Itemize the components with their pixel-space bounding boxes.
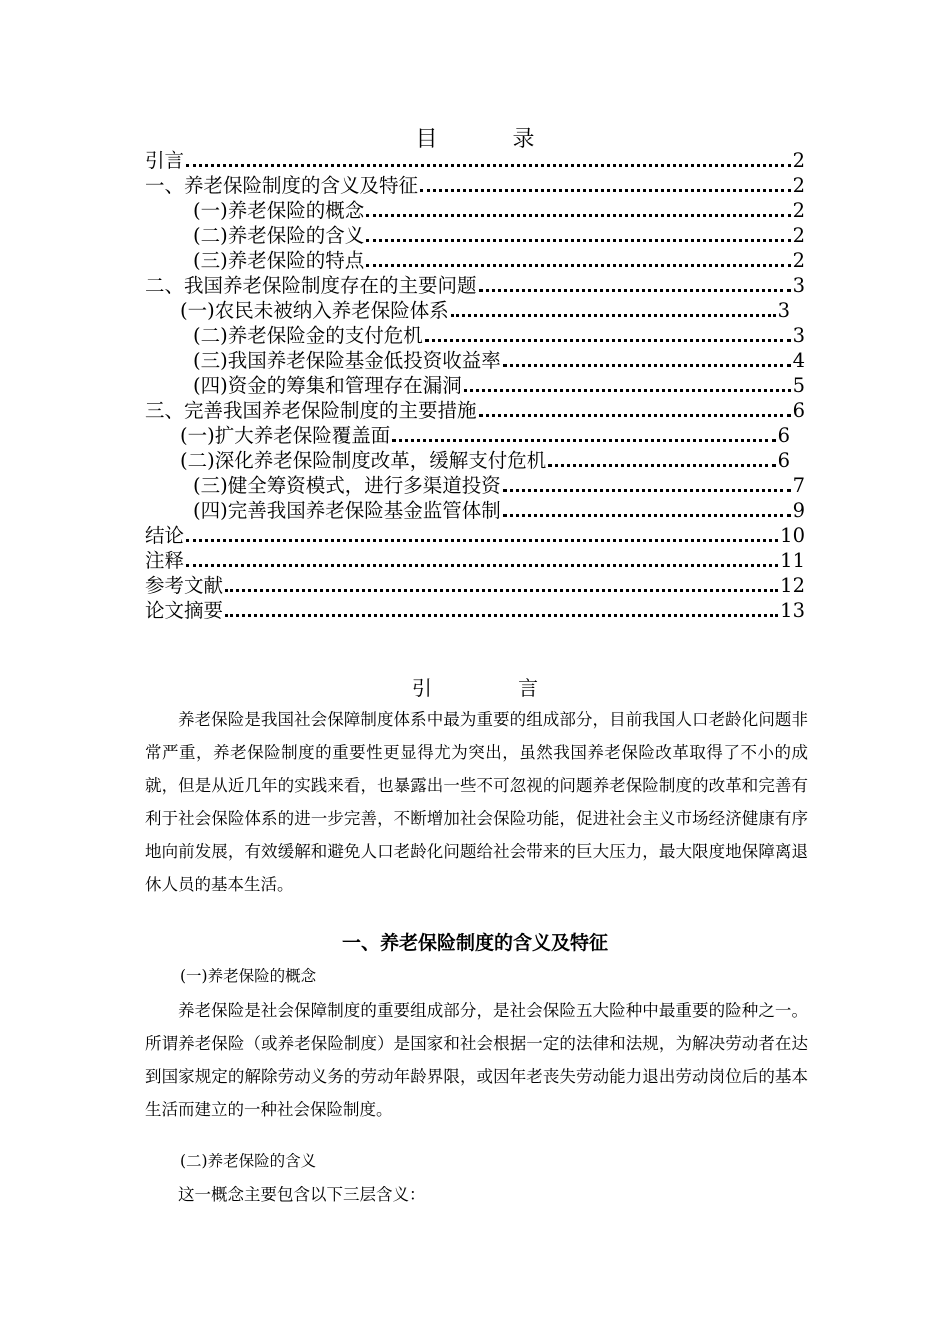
intro-body bbox=[145, 703, 808, 901]
toc-entry-text: 引言 bbox=[145, 149, 185, 172]
toc-entry-page: 12 bbox=[780, 574, 805, 597]
toc-entry-text: (三)养老保险的特点 bbox=[193, 249, 365, 272]
toc-entry-text: 注释 bbox=[145, 549, 185, 572]
toc-entry[interactable] bbox=[145, 148, 805, 173]
toc-entry-text: (二)深化养老保险制度改革，缓解支付危机 bbox=[180, 449, 547, 472]
toc-entry-text: (一)扩大养老保险覆盖面 bbox=[180, 424, 391, 447]
toc-entry-page: 7 bbox=[792, 474, 805, 497]
toc-entry-page: 5 bbox=[792, 374, 805, 397]
toc-entry-page: 6 bbox=[792, 399, 805, 422]
toc-entry-page: 4 bbox=[792, 349, 805, 372]
toc-entry-page: 9 bbox=[792, 499, 805, 522]
section-heading: 一、养老保险制度的含义及特征 bbox=[341, 932, 608, 954]
toc-entry[interactable] bbox=[193, 223, 805, 248]
section-body bbox=[145, 1178, 808, 1211]
toc-entry-text: 参考文献 bbox=[145, 574, 224, 597]
toc-entry-page: 6 bbox=[777, 449, 790, 472]
toc-entry-page: 2 bbox=[792, 149, 805, 172]
toc-entry-page: 10 bbox=[780, 524, 805, 547]
toc-entry-page: 2 bbox=[792, 174, 805, 197]
subsection-heading: (二)养老保险的含义 bbox=[180, 1152, 317, 1170]
toc-entry-text: (四)资金的筹集和管理存在漏洞 bbox=[193, 374, 462, 397]
toc-entry-text: 论文摘要 bbox=[145, 599, 224, 622]
section-body bbox=[145, 994, 808, 1126]
toc-entry-text: 一、养老保险制度的含义及特征 bbox=[145, 174, 419, 197]
toc-entry[interactable] bbox=[145, 548, 805, 573]
subsection-heading: (一)养老保险的概念 bbox=[180, 967, 317, 985]
toc-entry-page: 2 bbox=[792, 224, 805, 247]
toc-entry-text: (二)养老保险金的支付危机 bbox=[193, 324, 423, 347]
intro-title: 引 言 bbox=[411, 676, 579, 700]
toc-entry-page: 6 bbox=[777, 424, 790, 447]
toc-entry-page: 3 bbox=[792, 274, 805, 297]
toc-entry-text: (一)养老保险的概念 bbox=[193, 199, 365, 222]
toc-entry[interactable] bbox=[145, 598, 805, 623]
toc-entry[interactable] bbox=[193, 198, 805, 223]
toc-entry[interactable] bbox=[193, 348, 805, 373]
intro-paragraph: 养老保险是我国社会保障制度体系中最为重要的组成部分，目前我国人口老龄化问题非常严重，养老保险制度的重要性更显得尤为突出，虽然我国养老保险改革取得了不小的成就，但是从近几年的实践来看，也暴露出一些不可忽视的问题养老保险制度的改革和完善有利于社会保险体系的进一步完善，不断增加社会保险功能，促进社会主义市场经济健康有序地向前发展，有效缓解和避免人口老龄化问题给社会带来的巨大压力，最大限度地保障离退休人员的基本生活。 bbox=[145, 710, 808, 894]
toc-entry[interactable] bbox=[193, 248, 805, 273]
toc-entry[interactable] bbox=[193, 498, 805, 523]
toc-entry-page: 3 bbox=[777, 299, 790, 322]
toc-entry[interactable] bbox=[180, 448, 790, 473]
toc-entry-page: 2 bbox=[792, 249, 805, 272]
toc-entry[interactable] bbox=[180, 298, 790, 323]
toc-entry[interactable] bbox=[145, 573, 805, 598]
toc-entry-page: 13 bbox=[780, 599, 805, 622]
toc-entry-text: (一)农民未被纳入养老保险体系 bbox=[180, 299, 449, 322]
toc-entry[interactable] bbox=[145, 273, 805, 298]
toc-entry[interactable] bbox=[193, 473, 805, 498]
toc-entry-text: 三、完善我国养老保险制度的主要措施 bbox=[145, 399, 477, 422]
toc-entry-text: (三)健全筹资模式，进行多渠道投资 bbox=[193, 474, 501, 497]
toc-entry[interactable] bbox=[180, 423, 790, 448]
toc-entry-page: 2 bbox=[792, 199, 805, 222]
toc-entry-text: 结论 bbox=[145, 524, 185, 547]
toc-title: 目 录 bbox=[415, 127, 569, 152]
toc-entry-text: (三)我国养老保险基金低投资收益率 bbox=[193, 349, 501, 372]
toc-entry-text: 二、我国养老保险制度存在的主要问题 bbox=[145, 274, 477, 297]
toc-entry-text: (二)养老保险的含义 bbox=[193, 224, 365, 247]
toc-entry[interactable] bbox=[145, 398, 805, 423]
body-paragraph: 这一概念主要包含以下三层含义： bbox=[178, 1185, 426, 1204]
toc-entry[interactable] bbox=[145, 523, 805, 548]
toc-entry[interactable] bbox=[193, 373, 805, 398]
toc-entry[interactable] bbox=[193, 323, 805, 348]
toc-entry-page: 3 bbox=[792, 324, 805, 347]
body-paragraph: 养老保险是社会保障制度的重要组成部分，是社会保险五大险种中最重要的险种之一。所谓养老保险（或养老保险制度）是国家和社会根据一定的法律和法规，为解决劳动者在达到国家规定的解除劳动义务的劳动年龄界限，或因年老丧失劳动能力退出劳动岗位后的基本生活而建立的一种社会保险制度。 bbox=[145, 1001, 808, 1119]
toc-entry-text: (四)完善我国养老保险基金监管体制 bbox=[193, 499, 501, 522]
toc-entry[interactable] bbox=[145, 173, 805, 198]
toc-entry-page: 11 bbox=[780, 549, 805, 572]
